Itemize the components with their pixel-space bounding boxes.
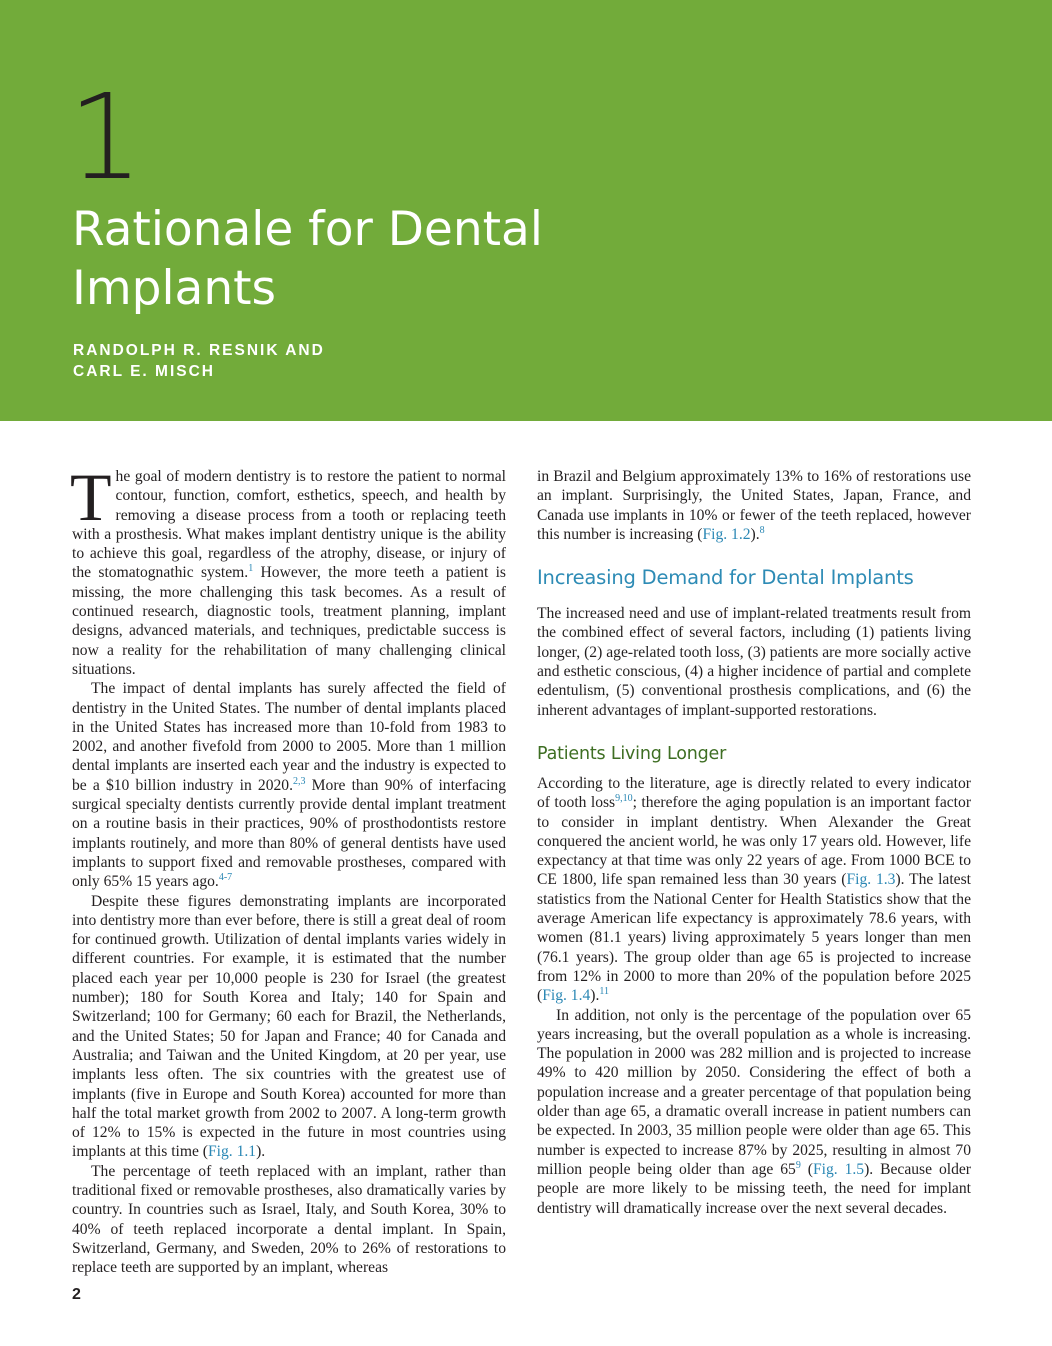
paragraph-text: According to the literature, age is directly related to every indicator of tooth loss xyxy=(537,774,971,812)
drop-cap: T xyxy=(70,459,112,535)
paragraph-text: ). xyxy=(750,525,760,543)
paragraph-growth xyxy=(72,892,506,1162)
right-column xyxy=(537,467,971,1218)
paragraph-population xyxy=(537,1006,971,1218)
author-line-2: CARL E. MISCH xyxy=(73,363,215,380)
figure-link[interactable]: Fig. 1.5 xyxy=(812,1160,865,1178)
paragraph-text: he goal of modern dentistry is to restore the patient to normal contour, function, comfort, esthetics, speech, and health by removing a disease process from a tooth or replacing teeth with a prosthesis. What makes implant dentistry unique is the ability to achieve this goal, regardless of the atrophy, disease, or injury of the stomatognathic system. xyxy=(72,468,506,582)
paragraph-text: The impact of dental implants has surely affected the field of dentistry in the United States. The number of dental implants placed in the United States has increased more than 10-fold from 1983 to 2002, and another fivefold from 2000 to 2005. More than 1 million dental implants are inserted each year and the industry is expected to be a $10 billion industry in 2020. xyxy=(72,680,506,794)
paragraph-text: ). The latest statistics from the National Center for Health Statistics show that the average American life expectancy is approximately 78.6 years, with women (81.1 years) living approximately 5 years longer than men (76.1 years). The group older than age 65 is projected to increase from 12% in 2000 to more than 20% of the population before 2025 ( xyxy=(537,871,972,1005)
paragraph-impact xyxy=(72,679,506,891)
chapter-header-band xyxy=(0,0,1052,421)
chapter-authors xyxy=(73,340,325,382)
paragraph-percentage: The percentage of teeth replaced with an implant, rather than traditional fixed or removable prostheses, also dramatically varies by country. In countries such as Israel, Italy, and South Korea, 30% to 40% of teeth replaced incorporate a dental implant. In Spain, Switzerland, Germany, and Sweden, 20% to 26% of restorations to replace teeth are supported by an implant, whereas xyxy=(72,1162,506,1277)
paragraph-text: ). Because older people are more likely to be missing teeth, the need for implant dentistry will dramatically increase over the next several decades. xyxy=(537,1160,971,1217)
paragraph-text: ; therefore the aging population is an important factor to consider in implant dentistry. When Alexander the Great conquered the ancient world, he was only 17 years old. However, life expectancy at that time was only 22 years of age. From 1000 BCE to CE 1800, life span remained less than 30 years ( xyxy=(537,794,972,889)
paragraph-intro xyxy=(70,459,506,679)
paragraph-text: However, the more teeth a patient is missing, the more challenging this task becomes. As a result of continued research, diagnostic tools, treatment planning, implant designs, advanced materials, and techniques, predictable success is now a reality for the rehabilitation of many challenging clinical situations. xyxy=(72,564,506,678)
paragraph-continued xyxy=(537,467,971,544)
reference-superscript[interactable]: 4-7 xyxy=(218,872,233,884)
paragraph-text: ). xyxy=(256,1143,266,1161)
section-heading: Increasing Demand for Dental Implants xyxy=(537,566,914,590)
reference-superscript[interactable]: 2,3 xyxy=(293,775,306,787)
paragraph-text: ( xyxy=(800,1160,813,1178)
paragraph-text: Despite these figures demonstrating implants are incorporated into dentistry more than ever before, there is still a great deal of room for continued growth. Utilization of dental implants varies widely in different countries. For example, it is estimated that the number placed each year per 10,000 people is 230 for Israel (the greatest number); 180 for South Korea and Italy; 140 for Spain and Switzerland; 100 for Germany; 60 each for Brazil, the Netherlands, and the United States; 50 for Japan and France; 40 for Canada and Australia; and Taiwan and the United Kingdom, at 20 per year, use implants less often. The six countries with the greatest use of implants (five in Europe and South Korea) accounted for more than half the total market growth from 2002 to 2007. A long-term growth of 12% to 15% is expected in the future in most countries using implants at this time ( xyxy=(72,892,506,1161)
figure-link[interactable]: Fig. 1.2 xyxy=(702,525,751,543)
paragraph-text: In addition, not only is the percentage of the population over 65 years increasing, but the overall population as a whole is increasing. The population in 2000 was 282 million and is projected to increase 49% to 420 million by 2050. Considering the effect of both a population increase and a greater percentage of that population being older than age 65, a dramatic overall increase in patient numbers can be expected. In 2003, 35 million people were older than age 65. This number is expected to increase 87% by 2025, resulting in almost 70 million people being older than age 65 xyxy=(537,1006,971,1178)
reference-superscript[interactable]: 8 xyxy=(759,524,765,536)
reference-superscript[interactable]: 9,10 xyxy=(615,793,633,805)
paragraph-text: in Brazil and Belgium approximately 13% to 16% of restorations use an implant. Surprisingly, the United States, Japan, France, and Canada use implants in 10% or fewer of the teeth replaced, however this number is increasing ( xyxy=(537,468,971,543)
paragraph-age xyxy=(537,774,971,1006)
paragraph-text: ). xyxy=(590,987,600,1005)
chapter-number: 1 xyxy=(68,68,144,206)
reference-superscript[interactable]: 9 xyxy=(795,1159,801,1171)
chapter-title: Rationale for Dental Implants xyxy=(72,202,543,316)
author-line-1: RANDOLPH R. RESNIK AND xyxy=(73,342,325,359)
reference-superscript[interactable]: 11 xyxy=(599,986,610,998)
page-number: 2 xyxy=(72,1286,81,1303)
reference-superscript[interactable]: 1 xyxy=(248,563,254,575)
figure-link[interactable]: Fig. 1.3 xyxy=(846,871,896,889)
paragraph-text: More than 90% of interfacing surgical specialty dentists currently provide dental implant treatment on a routine basis in their practices, 90% of prosthodontists restore implants routinely, and more than 80% of general dentists have used implants to support fixed and removable prostheses, compared with only 65% 15 years ago. xyxy=(72,776,506,891)
left-column xyxy=(70,459,506,1277)
paragraph-factors: The increased need and use of implant-related treatments result from the combined effect of several factors, including (1) patients living longer, (2) age-related tooth loss, (3) patients are more socially active and esthetic conscious, (4) a higher incidence of partial and complete edentulism, (5) conventional prosthesis complications, and (6) the inherent advantages of implant-supported restorations. xyxy=(537,605,971,719)
figure-link[interactable]: Fig. 1.4 xyxy=(542,987,591,1005)
subsection-heading: Patients Living Longer xyxy=(537,743,727,764)
figure-link[interactable]: Fig. 1.1 xyxy=(208,1143,257,1161)
